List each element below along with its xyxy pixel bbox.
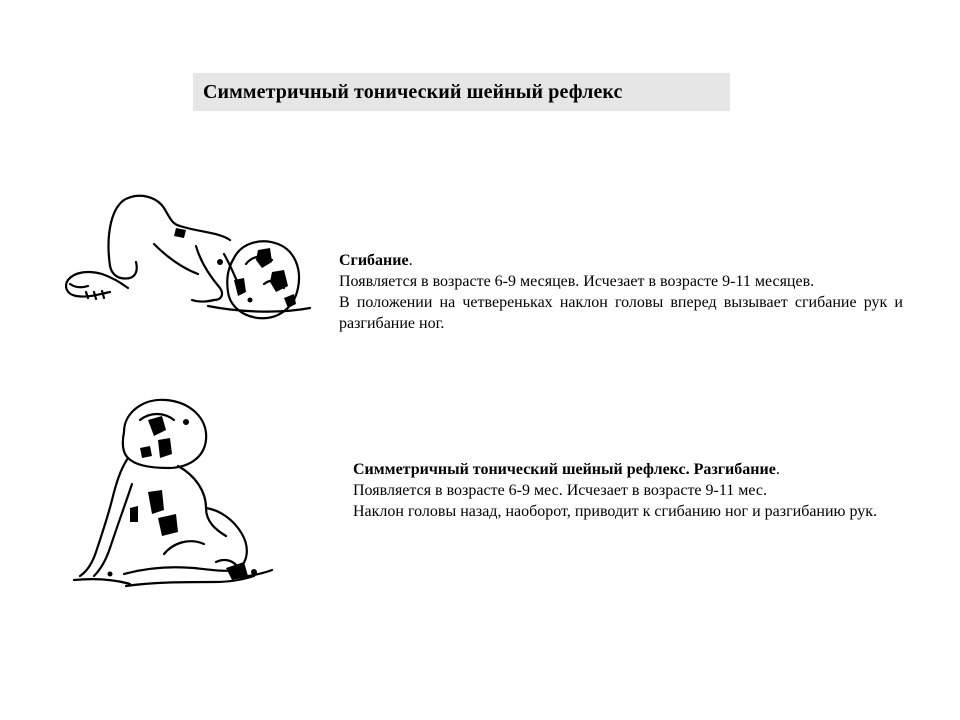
extension-heading-line	[353, 459, 928, 480]
title-banner	[193, 73, 730, 111]
extension-heading: Симметричный тонический шейный рефлекс. Разгибание	[353, 461, 776, 478]
extension-heading-dot: .	[775, 461, 780, 478]
infant-crawling-drawing	[58, 188, 318, 328]
flexion-heading-line	[339, 250, 903, 271]
page-title: Симметричный тонический шейный рефлекс	[203, 80, 623, 103]
flexion-heading: Сгибание	[339, 252, 409, 269]
flexion-heading-dot: .	[408, 252, 413, 269]
flexion-illustration	[58, 188, 318, 328]
extension-age-text: Появляется в возрасте 6-9 мес. Исчезает в возрасте 9-11 мес.	[353, 482, 767, 499]
flexion-effect-text: В положении на четвереньках наклон головы вперед вызывает сгибание рук и разгибание ног.	[339, 294, 903, 332]
extension-illustration	[66, 392, 276, 596]
flexion-description	[339, 250, 903, 334]
extension-description	[353, 459, 928, 522]
infant-sitting-drawing	[66, 392, 276, 596]
extension-effect-text: Наклон головы назад, наоборот, приводит к сгибанию ног и разгибанию рук.	[353, 503, 878, 520]
flexion-age-text: Появляется в возрасте 6-9 месяцев. Исчезает в возрасте 9-11 месяцев.	[339, 273, 815, 290]
